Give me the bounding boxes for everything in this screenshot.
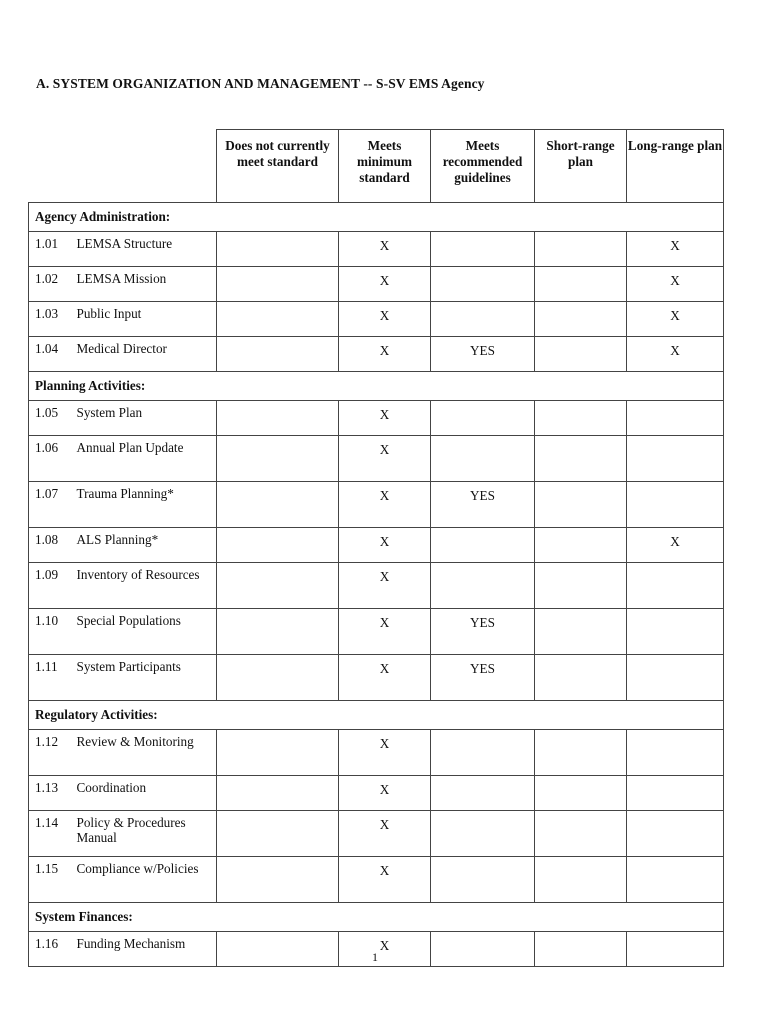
table-row: [29, 609, 724, 655]
table-row: [29, 776, 724, 811]
cell-not-meet: [217, 337, 339, 372]
col-header-short-range: Short-range plan: [535, 130, 627, 203]
cell-long-range: X: [627, 232, 724, 267]
standard-name: Special Populations: [75, 609, 217, 655]
standard-name: System Participants: [75, 655, 217, 701]
table-row: [29, 302, 724, 337]
cell-recommended: [431, 811, 535, 857]
standard-number: 1.11: [29, 655, 75, 701]
cell-min-standard: X: [339, 267, 431, 302]
standard-name: Public Input: [75, 302, 217, 337]
standard-number: 1.01: [29, 232, 75, 267]
cell-min-standard: X: [339, 482, 431, 528]
cell-long-range: X: [627, 337, 724, 372]
col-header-min: Meets minimum standard: [339, 130, 431, 203]
section-heading: Planning Activities:: [29, 372, 724, 401]
col-header-long-range: Long-range plan: [627, 130, 724, 203]
cell-long-range: [627, 436, 724, 482]
cell-short-range: [535, 776, 627, 811]
page-number: 1: [372, 950, 378, 964]
section-heading-row: [29, 372, 724, 401]
cell-recommended: [431, 730, 535, 776]
standard-number: 1.07: [29, 482, 75, 528]
cell-recommended: [431, 302, 535, 337]
section-heading: Agency Administration:: [29, 203, 724, 232]
col-header-recommended: Meets recommended guidelines: [431, 130, 535, 203]
section-heading: Regulatory Activities:: [29, 701, 724, 730]
cell-recommended: [431, 932, 535, 967]
cell-long-range: [627, 482, 724, 528]
table-row: [29, 267, 724, 302]
standard-name: LEMSA Mission: [75, 267, 217, 302]
standard-number: 1.02: [29, 267, 75, 302]
standard-number: 1.04: [29, 337, 75, 372]
cell-short-range: [535, 528, 627, 563]
cell-short-range: [535, 337, 627, 372]
table-row: [29, 730, 724, 776]
cell-recommended: [431, 563, 535, 609]
cell-recommended: [431, 528, 535, 563]
standard-number: 1.12: [29, 730, 75, 776]
cell-not-meet: [217, 436, 339, 482]
cell-short-range: [535, 267, 627, 302]
cell-min-standard: X: [339, 401, 431, 436]
cell-long-range: [627, 730, 724, 776]
cell-min-standard: X: [339, 776, 431, 811]
page-title: A. SYSTEM ORGANIZATION AND MANAGEMENT -- S-SV EMS Agency: [36, 76, 485, 91]
cell-min-standard: X: [339, 528, 431, 563]
standards-table: [28, 129, 724, 967]
section-heading-row: [29, 903, 724, 932]
cell-not-meet: [217, 232, 339, 267]
cell-not-meet: [217, 401, 339, 436]
col-header-not-meet: Does not currently meet standard: [217, 130, 339, 203]
cell-recommended: YES: [431, 337, 535, 372]
header-blank: [29, 130, 217, 203]
table-row: [29, 482, 724, 528]
table-row: [29, 337, 724, 372]
section-heading-row: [29, 203, 724, 232]
cell-not-meet: [217, 563, 339, 609]
table-body: [29, 203, 724, 967]
standard-name: Review & Monitoring: [75, 730, 217, 776]
standard-name: Compliance w/Policies: [75, 857, 217, 903]
standard-name: Policy & Procedures Manual: [75, 811, 217, 857]
cell-min-standard: X: [339, 811, 431, 857]
cell-min-standard: X: [339, 932, 431, 967]
table-row: [29, 811, 724, 857]
cell-min-standard: X: [339, 609, 431, 655]
cell-min-standard: X: [339, 563, 431, 609]
cell-short-range: [535, 232, 627, 267]
standard-number: 1.08: [29, 528, 75, 563]
cell-long-range: [627, 655, 724, 701]
cell-recommended: YES: [431, 655, 535, 701]
cell-not-meet: [217, 776, 339, 811]
cell-min-standard: X: [339, 337, 431, 372]
cell-long-range: [627, 563, 724, 609]
cell-min-standard: X: [339, 232, 431, 267]
standard-number: 1.05: [29, 401, 75, 436]
standard-name: ALS Planning*: [75, 528, 217, 563]
cell-min-standard: X: [339, 655, 431, 701]
standard-name: Medical Director: [75, 337, 217, 372]
cell-min-standard: X: [339, 857, 431, 903]
table-row: [29, 857, 724, 903]
cell-recommended: [431, 857, 535, 903]
cell-long-range: [627, 811, 724, 857]
standard-name: LEMSA Structure: [75, 232, 217, 267]
cell-long-range: X: [627, 528, 724, 563]
cell-long-range: [627, 776, 724, 811]
cell-short-range: [535, 609, 627, 655]
cell-not-meet: [217, 267, 339, 302]
cell-not-meet: [217, 609, 339, 655]
cell-short-range: [535, 482, 627, 528]
cell-short-range: [535, 302, 627, 337]
table-row: [29, 232, 724, 267]
cell-not-meet: [217, 482, 339, 528]
cell-not-meet: [217, 528, 339, 563]
standard-name: Coordination: [75, 776, 217, 811]
standard-number: 1.03: [29, 302, 75, 337]
cell-min-standard: X: [339, 436, 431, 482]
section-heading: System Finances:: [29, 903, 724, 932]
cell-long-range: [627, 932, 724, 967]
cell-long-range: X: [627, 302, 724, 337]
cell-short-range: [535, 563, 627, 609]
standard-number: 1.14: [29, 811, 75, 857]
table-row: [29, 436, 724, 482]
cell-min-standard: X: [339, 730, 431, 776]
cell-recommended: [431, 267, 535, 302]
cell-long-range: [627, 857, 724, 903]
cell-not-meet: [217, 811, 339, 857]
cell-recommended: YES: [431, 609, 535, 655]
cell-short-range: [535, 730, 627, 776]
cell-short-range: [535, 811, 627, 857]
cell-min-standard: X: [339, 302, 431, 337]
cell-short-range: [535, 655, 627, 701]
cell-recommended: YES: [431, 482, 535, 528]
standard-name: Funding Mechanism: [75, 932, 217, 967]
cell-not-meet: [217, 857, 339, 903]
cell-not-meet: [217, 932, 339, 967]
cell-not-meet: [217, 730, 339, 776]
standard-number: 1.09: [29, 563, 75, 609]
cell-long-range: X: [627, 267, 724, 302]
section-heading-row: [29, 701, 724, 730]
standard-number: 1.13: [29, 776, 75, 811]
standard-name: Annual Plan Update: [75, 436, 217, 482]
header-row: [29, 130, 724, 203]
table-row: [29, 563, 724, 609]
cell-long-range: [627, 401, 724, 436]
cell-long-range: [627, 609, 724, 655]
standard-number: 1.15: [29, 857, 75, 903]
cell-short-range: [535, 401, 627, 436]
cell-short-range: [535, 932, 627, 967]
cell-recommended: [431, 776, 535, 811]
cell-recommended: [431, 232, 535, 267]
standard-name: Inventory of Resources: [75, 563, 217, 609]
table-row: [29, 528, 724, 563]
cell-recommended: [431, 401, 535, 436]
cell-not-meet: [217, 655, 339, 701]
table-row: [29, 655, 724, 701]
standard-number: 1.06: [29, 436, 75, 482]
cell-recommended: [431, 436, 535, 482]
standard-name: Trauma Planning*: [75, 482, 217, 528]
cell-short-range: [535, 436, 627, 482]
cell-not-meet: [217, 302, 339, 337]
standard-number: 1.16: [29, 932, 75, 967]
standard-name: System Plan: [75, 401, 217, 436]
cell-short-range: [535, 857, 627, 903]
table-row: [29, 401, 724, 436]
standard-number: 1.10: [29, 609, 75, 655]
